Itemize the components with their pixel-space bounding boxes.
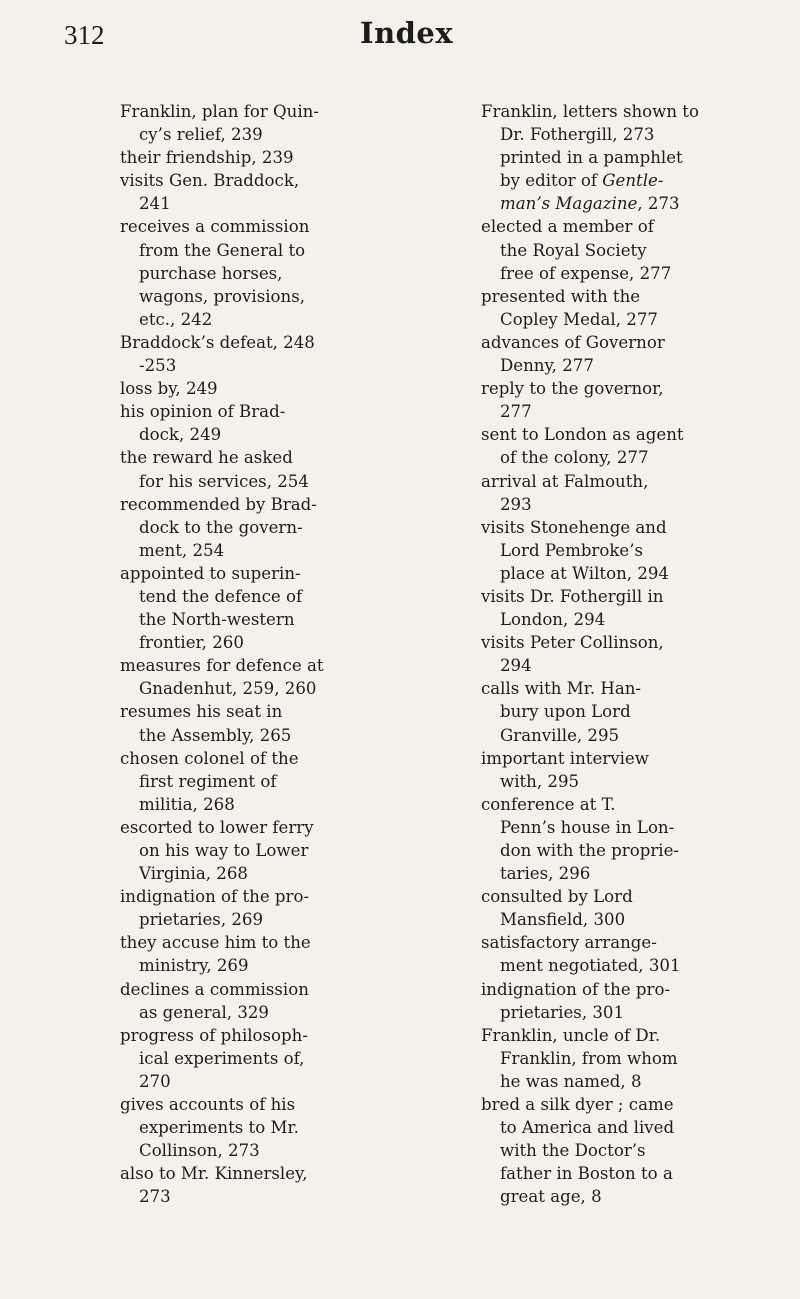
index-line: dock to the govern- <box>139 517 303 537</box>
index-line: bred a silk dyer ; came <box>481 1095 674 1115</box>
index-line: prietaries, 301 <box>500 1002 625 1022</box>
index-line: the reward he asked <box>120 448 293 468</box>
index-line: bury upon Lord <box>500 702 631 722</box>
index-line: satisfactory arrange- <box>481 933 657 953</box>
index-line: ical experiments of, <box>139 1048 305 1068</box>
index-line: 241 <box>139 194 171 214</box>
page-number: 312 <box>64 20 105 50</box>
index-line: reply to the governor, <box>481 379 664 399</box>
index-line: recommended by Brad- <box>120 494 317 514</box>
index-line: ment, 254 <box>139 540 225 560</box>
index-line: important interview <box>481 748 649 768</box>
index-line: wagons, provisions, <box>139 286 305 306</box>
index-line: 273 <box>139 1187 171 1207</box>
index-line: for his services, 254 <box>139 471 309 491</box>
index-line: they accuse him to the <box>120 933 311 953</box>
index-line: 277 <box>500 402 532 422</box>
index-line: prietaries, 269 <box>139 910 264 930</box>
index-column-right <box>481 100 800 1209</box>
index-line: the Assembly, 265 <box>139 725 292 745</box>
index-line: conference at T. <box>481 794 616 814</box>
index-line: progress of philosoph- <box>120 1025 308 1045</box>
index-line: presented with the <box>481 286 641 306</box>
index-line: Franklin, plan for Quin- <box>120 102 319 121</box>
index-line: by editor of Gentle- <box>500 171 664 191</box>
index-line: calls with Mr. Han- <box>481 679 642 699</box>
index-line: great age, 8 <box>500 1187 602 1207</box>
index-line: Braddock’s defeat, 248 <box>120 332 315 352</box>
index-line: free of expense, 277 <box>500 263 672 283</box>
index-line: militia, 268 <box>139 794 235 814</box>
index-line: declines a commission <box>120 979 309 999</box>
index-line: Franklin, from whom <box>500 1048 678 1068</box>
index-line: the Royal Society <box>500 240 647 260</box>
index-line: resumes his seat in <box>120 702 283 722</box>
index-line: printed in a pamphlet <box>500 148 683 168</box>
index-line: Franklin, letters shown to <box>481 102 699 121</box>
index-line: indignation of the pro- <box>481 979 671 999</box>
index-line: he was named, 8 <box>500 1071 642 1091</box>
index-line: Copley Medal, 277 <box>500 309 658 329</box>
index-line: Lord Pembroke’s <box>500 540 644 560</box>
index-line: Dr. Fothergill, 273 <box>500 125 655 145</box>
index-line: arrival at Falmouth, <box>481 471 649 491</box>
index-line: etc., 242 <box>139 309 213 329</box>
index-line: Granville, 295 <box>500 725 620 745</box>
index-line: measures for defence at <box>120 656 324 676</box>
index-line: on his way to Lower <box>139 841 309 860</box>
index-line: their friendship, 239 <box>120 148 294 168</box>
index-line: Denny, 277 <box>500 356 594 376</box>
index-line: the North-western <box>139 610 295 630</box>
index-line: sent to London as agent <box>481 425 684 445</box>
index-line: advances of Governor <box>481 332 665 352</box>
index-line: as general, 329 <box>139 1002 269 1022</box>
index-line: Franklin, uncle of Dr. <box>481 1025 661 1045</box>
page-header <box>0 14 800 58</box>
index-line: visits Dr. Fothergill in <box>481 586 664 606</box>
index-line: receives a commission <box>120 217 310 237</box>
index-line: from the General to <box>139 240 306 260</box>
index-line: gives accounts of his <box>120 1095 296 1115</box>
index-line: cy’s relief, 239 <box>139 125 263 145</box>
index-line: with, 295 <box>500 771 580 791</box>
index-line: place at Wilton, 294 <box>500 563 669 583</box>
index-line: Mansfield, 300 <box>500 910 626 930</box>
index-line: London, 294 <box>500 610 606 630</box>
index-line: escorted to lower ferry <box>120 817 314 837</box>
index-line: with the Doctor’s <box>500 1141 646 1161</box>
index-line: ment negotiated, 301 <box>500 956 681 976</box>
index-line: visits Gen. Braddock, <box>120 171 300 191</box>
index-line: visits Stonehenge and <box>481 517 667 537</box>
index-line: ministry, 269 <box>139 956 249 976</box>
index-line: man’s Magazine, 273 <box>500 194 680 214</box>
index-line: Gnadenhut, 259, 260 <box>139 679 317 699</box>
index-line: Virginia, 268 <box>139 864 248 884</box>
index-line: Penn’s house in Lon- <box>500 817 675 837</box>
running-head: Index <box>360 16 454 50</box>
index-line: dock, 249 <box>139 425 222 445</box>
index-line: appointed to superin- <box>120 563 301 583</box>
index-line: 270 <box>139 1071 171 1091</box>
index-line: tend the defence of <box>139 586 303 606</box>
index-line: loss by, 249 <box>120 379 218 399</box>
index-line: to America and lived <box>500 1118 675 1138</box>
index-line: first regiment of <box>139 771 277 791</box>
index-line: -253 <box>139 356 177 376</box>
index-line: 294 <box>500 656 532 676</box>
index-line: don with the proprie- <box>500 841 679 860</box>
index-line: of the colony, 277 <box>500 448 649 468</box>
index-line: his opinion of Brad- <box>120 402 286 422</box>
index-line: purchase horses, <box>139 263 283 283</box>
index-line: Collinson, 273 <box>139 1141 260 1161</box>
index-line: also to Mr. Kinnersley, <box>120 1164 308 1184</box>
index-line: taries, 296 <box>500 864 591 884</box>
index-line: consulted by Lord <box>481 887 633 907</box>
index-column-left <box>120 100 460 1209</box>
index-line: experiments to Mr. <box>139 1118 299 1138</box>
index-line: 293 <box>500 494 532 514</box>
index-line: elected a member of <box>481 217 654 237</box>
index-line: frontier, 260 <box>139 633 244 653</box>
index-line: father in Boston to a <box>500 1164 673 1184</box>
index-line: visits Peter Collinson, <box>481 633 664 653</box>
index-line: indignation of the pro- <box>120 887 310 907</box>
index-line: chosen colonel of the <box>120 748 299 768</box>
